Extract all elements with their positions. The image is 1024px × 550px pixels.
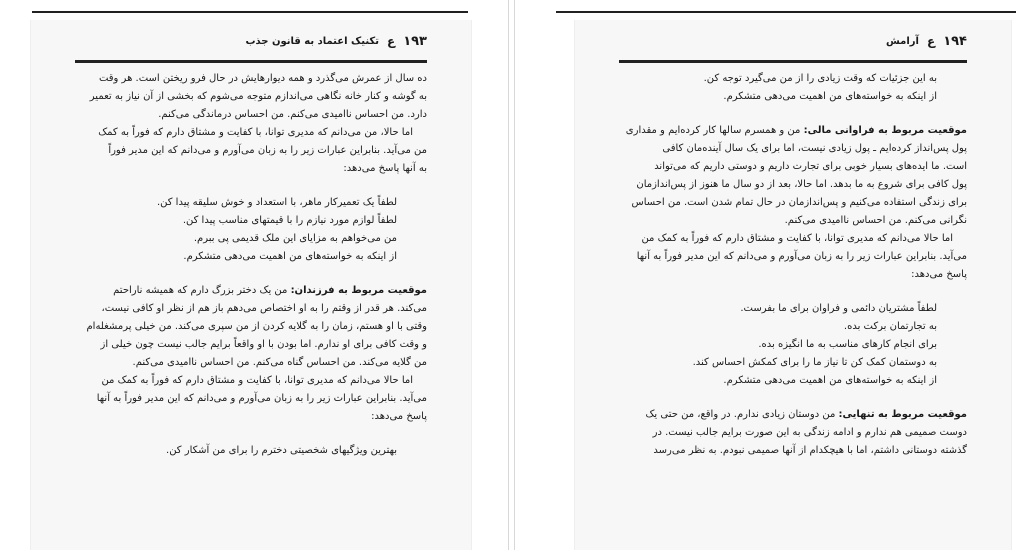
top-rule-right bbox=[556, 11, 1016, 13]
text-line: اما حالا می‌دانم که مدیری توانا، با کفایت و مشتاق دارم که فوراً به کمک من bbox=[641, 233, 953, 244]
text-line: است. ما ایده‌های بسیار خوبی برای تجارت داریم و دوستی داریم که می‌تواند bbox=[654, 161, 967, 172]
text-line: می‌آید. بنابراین عبارات زیر را به زبان می‌آورم و می‌دانم که این مدیر فوراً به آنها bbox=[636, 251, 967, 262]
body-text: من و همسرم سالها کار کرده‌ایم و مقداری bbox=[625, 125, 804, 136]
page-body-text bbox=[619, 70, 967, 460]
paragraph-gap bbox=[619, 106, 967, 122]
affirmation-line: برای انجام کارهای مناسب به ما انگیزه بده. bbox=[758, 339, 937, 350]
text-line: پاسخ می‌دهد: bbox=[371, 411, 427, 422]
text-line: به گوشه و کنار خانه نگاهی می‌اندازم متوجه می‌شوم که بخشی از آن نیاز به تعمیر bbox=[89, 91, 427, 102]
text-line: به آنها پاسخ می‌دهد: bbox=[343, 163, 427, 174]
page-number: ۱۹۳ bbox=[403, 34, 427, 49]
section-lead-line bbox=[619, 122, 967, 140]
affirmation-line: از اینکه به خواسته‌های من اهمیت می‌دهی متشکرم. bbox=[183, 251, 397, 262]
affirmation-line: به دوستمان کمک کن تا نیاز ما را برای کمکش احساس کند. bbox=[692, 357, 937, 368]
text-line: ده سال از عمرش می‌گذرد و همه دیوارهایش در حال فرو ریختن است. هر وقت bbox=[98, 73, 427, 84]
affirmation-line: لطفاً لوازم مورد نیازم را با قیمتهای مناسب پیدا کن. bbox=[182, 215, 397, 226]
header-title: آرامش bbox=[886, 36, 919, 47]
affirmation-line: به این جزئیات که وقت زیادی را از من می‌گیرد توجه کن. bbox=[703, 73, 937, 84]
paragraph-gap bbox=[75, 426, 427, 442]
section-heading: موقعیت مربوط به تنهایی: bbox=[838, 409, 967, 420]
paragraph-gap bbox=[75, 266, 427, 282]
page-gutter bbox=[514, 0, 515, 550]
header-mark: ع bbox=[926, 34, 936, 48]
text-line: وقتی با او هستم، زمان را به گلایه کردن از من سپری می‌کند. من خیلی پرمشغله‌ام bbox=[86, 321, 427, 332]
text-line: دوست صمیمی هم ندارم و ادامه زندگی به این صورت برایم جالب نیست. در bbox=[652, 427, 967, 438]
text-line: گذشته دوستانی داشتم، اما با هیچکدام از آنها صمیمی نبودم. به نظر می‌رسد bbox=[653, 445, 967, 456]
header-title: تکنیک اعتماد به قانون جذب bbox=[245, 36, 379, 47]
affirmation-line: بهترین ویژگیهای شخصیتی دخترم را برای من آشکار کن. bbox=[166, 445, 397, 456]
running-header bbox=[75, 34, 427, 63]
header-mark: ع bbox=[386, 34, 396, 48]
text-line: پاسخ می‌دهد: bbox=[911, 269, 967, 280]
affirmation-line: من می‌خواهم به مزایای این ملک قدیمی پی ببرم. bbox=[193, 233, 397, 244]
book-page-right bbox=[574, 20, 1012, 550]
running-header bbox=[619, 34, 967, 63]
text-line: من گلایه می‌کند. من احساس گناه می‌کنم. من احساس ناامیدی می‌کنم. bbox=[132, 357, 427, 368]
text-line: من می‌آید. بنابراین عبارات زیر را به زبان می‌آورم و می‌دانم که این مدیر فوراً bbox=[108, 145, 427, 156]
body-text: من یک دختر بزرگ دارم که همیشه ناراحتم bbox=[113, 285, 291, 296]
top-rule-left bbox=[32, 11, 468, 13]
page-gutter bbox=[508, 0, 509, 550]
page-number: ۱۹۴ bbox=[943, 34, 967, 49]
paragraph-gap bbox=[75, 178, 427, 194]
affirmation-line: لطفاً یک تعمیرکار ماهر، با استعداد و خوش سلیقه پیدا کن. bbox=[156, 197, 397, 208]
paragraph-gap bbox=[619, 390, 967, 406]
text-line: دارد. من احساس ناامیدی می‌کنم. من احساس درماندگی می‌کنم. bbox=[158, 109, 427, 120]
section-lead-line bbox=[619, 406, 967, 424]
book-page-left bbox=[30, 20, 472, 550]
body-text: من دوستان زیادی ندارم. در واقع، من حتی یک bbox=[645, 409, 839, 420]
page-body-text bbox=[75, 70, 427, 460]
text-line: پول کافی برای شروع به ما بدهد. اما حالا، بعد از دو سال ما هنوز از پس‌اندازمان bbox=[636, 179, 967, 190]
affirmation-line: از اینکه به خواسته‌های من اهمیت می‌دهی متشکرم. bbox=[723, 375, 937, 386]
affirmation-line: از اینکه به خواسته‌های من اهمیت می‌دهی متشکرم. bbox=[723, 91, 937, 102]
text-line: و وقت کافی برای او ندارم. اما بودن با او واقعاً برایم جالب نیست چون خیلی از bbox=[100, 339, 427, 350]
text-line: اما حالا می‌دانم که مدیری توانا، با کفایت و مشتاق دارم که فوراً به کمک من bbox=[101, 375, 413, 386]
text-line: می‌آید. بنابراین عبارات زیر را به زبان می‌آورم و می‌دانم که این مدیر فوراً به آنها bbox=[96, 393, 427, 404]
text-line: نگرانی می‌کنم. من احساس ناامیدی می‌کنم. bbox=[784, 215, 967, 226]
section-heading: موقعیت مربوط به فراوانی مالی: bbox=[803, 125, 967, 136]
section-lead-line bbox=[75, 282, 427, 300]
affirmation-line: به تجارتمان برکت بده. bbox=[843, 321, 937, 332]
text-line: می‌کند. هر قدر از وقتم را به او اختصاص می‌دهم باز هم از نظر او کافی نیست، bbox=[101, 303, 427, 314]
affirmation-line: لطفاً مشتریان دائمی و فراوان برای ما بفرست. bbox=[740, 303, 937, 314]
section-heading: موقعیت مربوط به فرزندان: bbox=[290, 285, 427, 296]
paragraph-gap bbox=[619, 284, 967, 300]
text-line: پول پس‌انداز کرده‌ایم ـ پول زیادی نیست، اما برای یک سال آینده‌مان کافی bbox=[662, 143, 967, 154]
text-line: برای زندگی استفاده می‌کنیم و پس‌اندازمان در حال تمام شدن است. من احساس bbox=[631, 197, 967, 208]
text-line: اما حالا، من می‌دانم که مدیری توانا، با کفایت و مشتاق دارم که فوراً به کمک bbox=[98, 127, 413, 138]
